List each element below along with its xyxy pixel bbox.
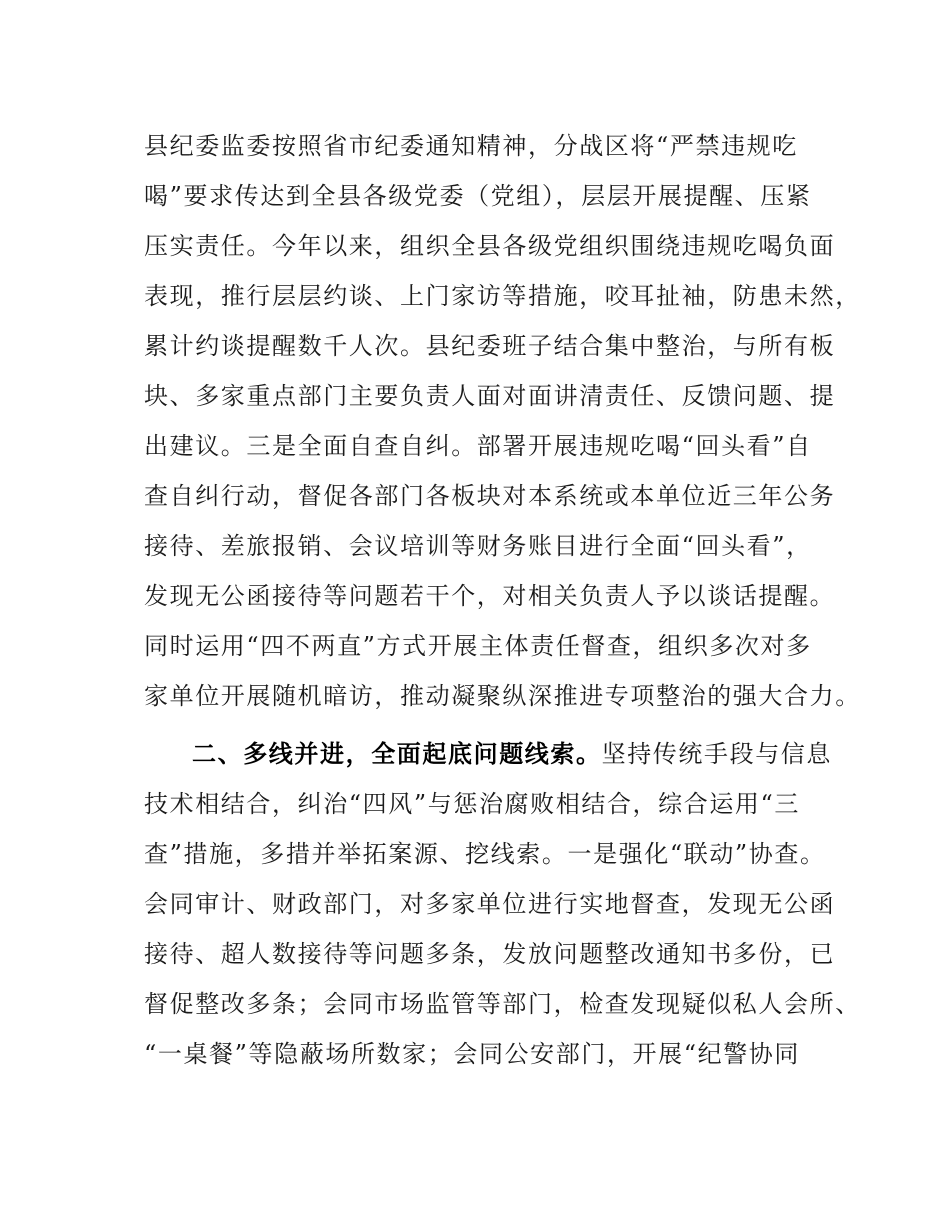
paragraph-1-line-7: 出建议。三是全面自查自纠。部署开展违规吃喝“回头看”自 <box>144 432 812 460</box>
paragraph-1-line-10: 发现无公函接待等问题若干个，对相关负责人予以谈话提醒。 <box>144 582 836 610</box>
paragraph-1-line-1: 县纪委监委按照省市纪委通知精神，分战区将“严禁违规吃 <box>144 132 798 160</box>
paragraph-1-line-6: 块、多家重点部门主要负责人面对面讲清责任、反馈问题、提 <box>144 382 836 410</box>
paragraph-2-first-line <box>192 734 834 774</box>
section-heading: 二、多线并进，全面起底问题线索。 <box>192 740 602 768</box>
paragraph-2-first-line-text: 坚持传统手段与信息 <box>601 740 833 768</box>
paragraph-1-line-4: 表现，推行层层约谈、上门家访等措施，咬耳扯袖，防患未然， <box>144 282 861 310</box>
paragraph-2-line-2: 技术相结合，纠治“四风”与惩治腐败相结合，综合运用“三 <box>144 790 801 818</box>
paragraph-1-line-8: 查自纠行动，督促各部门各板块对本系统或本单位近三年公务 <box>144 482 836 510</box>
paragraph-1-line-9: 接待、差旅报销、会议培训等财务账目进行全面“回头看”， <box>144 532 812 560</box>
paragraph-1-line-3: 压实责任。今年以来，组织全县各级党组织围绕违规吃喝负面 <box>144 232 836 260</box>
paragraph-1-line-11: 同时运用“四不两直”方式开展主体责任督查，组织多次对多 <box>144 632 812 660</box>
paragraph-2-line-6: 督促整改多条；会同市场监管等部门，检查发现疑似私人会所、 <box>144 990 861 1018</box>
paragraph-2-line-5: 接待、超人数接待等问题多条，发放问题整改通知书多份，已 <box>144 940 836 968</box>
paragraph-2-line-7: “一桌餐”等隐蔽场所数家；会同公安部门，开展“纪警协同 <box>144 1040 801 1068</box>
paragraph-2-line-3: 查”措施，多措并举拓案源、挖线索。一是强化“联动”协查。 <box>144 840 826 868</box>
paragraph-1-line-5: 累计约谈提醒数千人次。县纪委班子结合集中整治，与所有板 <box>144 332 836 360</box>
paragraph-1-line-12: 家单位开展随机暗访，推动凝聚纵深推进专项整治的强大合力。 <box>144 682 861 710</box>
paragraph-1-line-2: 喝”要求传达到全县各级党委（党组），层层开展提醒、压紧 <box>144 182 812 210</box>
paragraph-2-line-4: 会同审计、财政部门，对多家单位进行实地督查，发现无公函 <box>144 890 836 918</box>
